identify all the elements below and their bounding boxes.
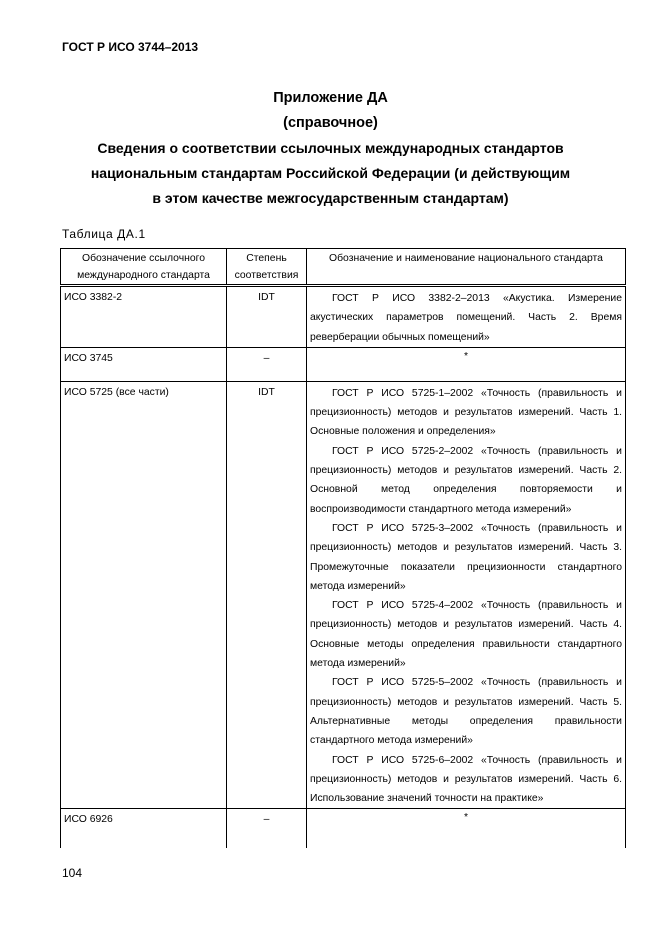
appendix-note: (справочное) (283, 115, 378, 131)
cell-ref: ИСО 5725 (все части) (61, 381, 227, 809)
table-row (61, 286, 626, 348)
no-equivalent-mark: * (463, 350, 469, 362)
cell-national (307, 381, 626, 809)
cell-ref: ИСО 3745 (61, 347, 227, 381)
document-code-header: ГОСТ Р ИСО 3744–2013 (62, 40, 199, 54)
appendix-heading-line-2: национальным стандартам Российской Федерации (и действующим (90, 165, 571, 181)
cell-degree: – (227, 809, 307, 871)
appendix-heading-line-3: в этом качестве межгосударственным стандартам) (152, 190, 509, 206)
appendix-title-block (0, 86, 661, 211)
national-standard-text: ГОСТ Р ИСО 5725-6–2002 «Точность (правильность и прецизионность) методов и результатов измерений. Часть 6. Использование значений точности на практике» (310, 754, 622, 805)
table-label: Таблица ДА.1 (62, 227, 146, 241)
header-degree: Степень соответствия (227, 249, 307, 286)
header-national-standard: Обозначение и наименование национального стандарта (307, 249, 626, 286)
cell-degree: IDT (227, 381, 307, 809)
page-number: 104 (62, 866, 83, 880)
table-row (61, 347, 626, 381)
national-standard-text: ГОСТ Р ИСО 5725-3–2002 «Точность (правильность и прецизионность) методов и результатов измерений. Часть 3. Промежуточные показатели прецизионности стандартного метода измерений» (310, 522, 622, 592)
header-intl-standard: Обозначение ссылочного международного стандарта (61, 249, 227, 286)
page-bottom-margin (0, 848, 661, 936)
standards-correspondence-table (60, 248, 626, 871)
table-header-row (61, 249, 626, 286)
appendix-title: Приложение ДА (273, 90, 388, 106)
national-standard-text: ГОСТ Р ИСО 3382-2–2013 «Акустика. Измерение акустических параметров помещений. Часть 2. Время реверберации обычных помещений» (310, 293, 622, 343)
cell-ref: ИСО 3382-2 (61, 286, 227, 348)
cell-national (307, 347, 626, 381)
national-standard-text: ГОСТ Р ИСО 5725-2–2002 «Точность (правильность и прецизионность) методов и результатов измерений. Часть 2. Основной метод определения повторяемости и воспроизводимости стандартного метода измерений» (310, 445, 622, 515)
appendix-heading-line-1: Сведения о соответствии ссылочных международных стандартов (97, 140, 564, 156)
table-row (61, 381, 626, 809)
no-equivalent-mark: * (463, 812, 469, 824)
cell-ref: ИСО 6926 (61, 809, 227, 871)
national-standard-text: ГОСТ Р ИСО 5725-5–2002 «Точность (правильность и прецизионность) методов и результатов измерений. Часть 5. Альтернативные методы определения правильности стандартного метода измерений» (310, 677, 622, 747)
cell-national (307, 286, 626, 348)
cell-degree: – (227, 347, 307, 381)
national-standard-text: ГОСТ Р ИСО 5725-4–2002 «Точность (правильность и прецизионность) методов и результатов измерений. Часть 4. Основные методы определения правильности стандартного метода измерений» (310, 600, 622, 670)
national-standard-text: ГОСТ Р ИСО 5725-1–2002 «Точность (правильность и прецизионность) методов и результатов измерений. Часть 1. Основные положения и определения» (310, 387, 622, 438)
cell-degree: IDT (227, 286, 307, 348)
